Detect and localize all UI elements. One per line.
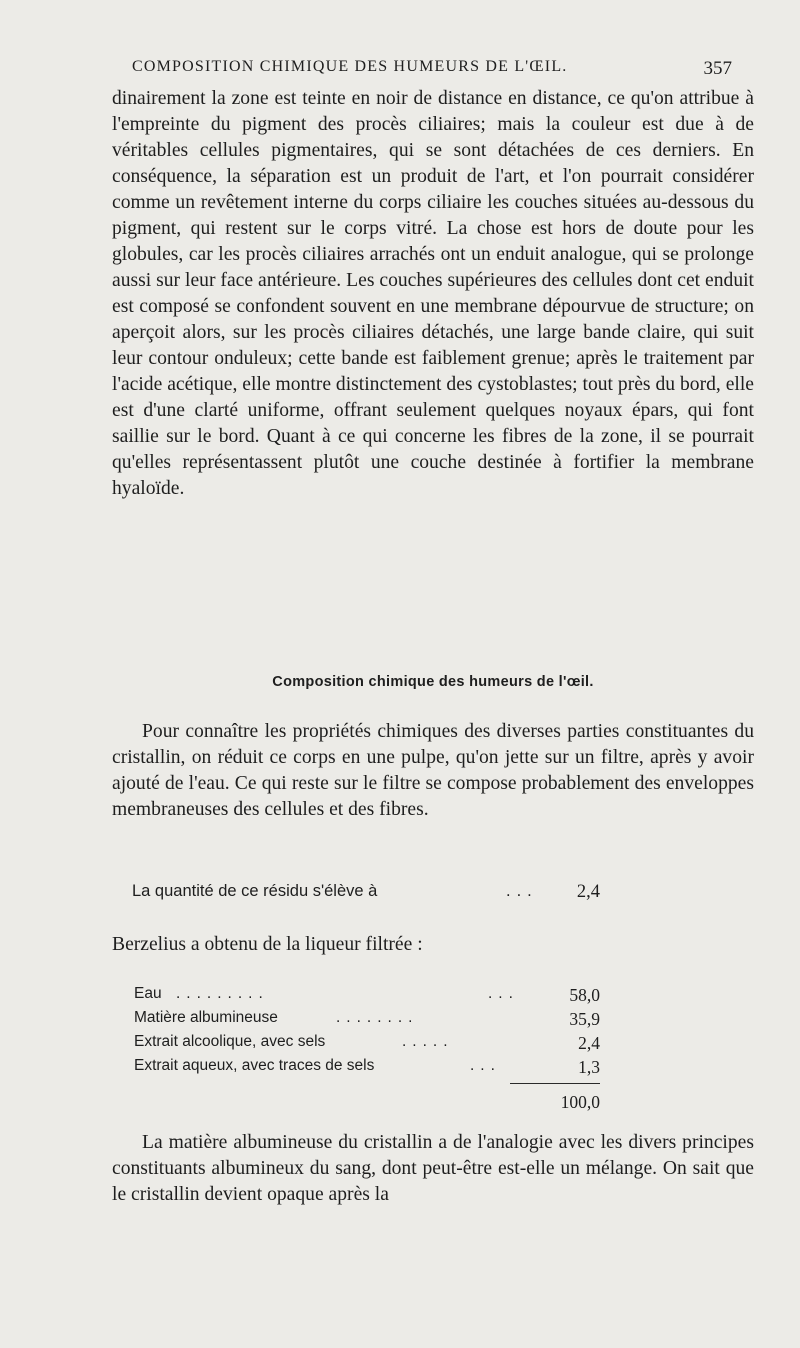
residue-quantity-line: [132, 882, 600, 908]
row-leader-dots: ...: [470, 1057, 501, 1074]
paragraph-albumin: La matière albumineuse du cristallin a de l'analogie avec les divers principes constituants albumineux du sang, dont peut-être est-elle un mélange. On sait que le cristallin devient opaque après la: [112, 1132, 754, 1205]
row-value: 35,9: [569, 1009, 600, 1029]
residue-label: La quantité de ce résidu s'élève à: [132, 882, 378, 900]
residue-value: 2,4: [576, 882, 600, 902]
running-head: COMPOSITION CHIMIQUE DES HUMEURS DE L'ŒIL.: [132, 58, 568, 75]
table-row: [134, 985, 600, 1009]
page-header: [132, 58, 732, 88]
row-label: Extrait aqueux, avec traces de sels: [134, 1057, 375, 1074]
row-label: Eau: [134, 985, 162, 1002]
row-leader-dots: ...: [488, 985, 519, 1002]
row-label: Matière albumineuse: [134, 1009, 278, 1026]
table-total: 100,0: [560, 1092, 600, 1112]
composition-table: [134, 985, 600, 1081]
row-value: 2,4: [578, 1033, 600, 1053]
row-value: 1,3: [578, 1057, 600, 1077]
sum-rule: [510, 1083, 600, 1084]
paragraph-ciliary-zone: dinairement la zone est teinte en noir de distance en distance, ce qu'on attribue à l'empreinte du pigment des procès ciliaires; mais la couleur est due à de véritables cellules pigmentaires, qui se sont détachées de ces derniers. En conséquence, la séparation est un produit de l'art, et l'on pourrait considérer comme un revêtement interne du corps ciliaire les couches situées au-dessous du pigment, qui restent sur le corps vitré. La chose est hors de doute pour les globules, car les procès ciliaires arrachés ont un enduit analogue, qui se prolonge aussi sur leur face antérieure. Les couches supérieures des cellules dont cet enduit est composé se confondent souvent en une membrane dépourvue de structure; on aperçoit alors, sur les procès ciliaires détachés, une large bande claire, qui suit leur contour onduleux; cette bande est faiblement grenue; après le traitement par l'acide acétique, elle montre distinctement des cystoblastes; tout près du bord, elle est d'une clarté uniforme, offrant seulement quelques noyaux épars, qui font saillie sur le bord. Quant à ce qui concerne les fibres de la zone, il se pourrait qu'elles représentassent plutôt une couche destinée à fortifier la membrane hyaloïde.: [112, 88, 754, 499]
row-leader-dots: .....: [402, 1033, 454, 1050]
table-row: [134, 1009, 600, 1033]
residue-leader-dots: ...: [506, 882, 538, 900]
table-row: [134, 1057, 600, 1081]
section-heading: Composition chimique des humeurs de l'œil.: [272, 674, 594, 690]
row-leader-dots: .........: [176, 985, 269, 1002]
page-number: 357: [703, 58, 732, 79]
row-label: Extrait alcoolique, avec sels: [134, 1033, 326, 1050]
row-value: 58,0: [569, 985, 600, 1005]
row-leader-dots: ........: [336, 1009, 419, 1026]
berzelius-intro: Berzelius a obtenu de la liqueur filtrée :: [112, 934, 423, 955]
table-row: [134, 1033, 600, 1057]
paragraph-crystalline-analysis: Pour connaître les propriétés chimiques des diverses parties constituantes du cristallin, on réduit ce corps en une pulpe, qu'on jette sur un filtre, après y avoir ajouté de l'eau. Ce qui reste sur le filtre se compose probablement des enveloppes membraneuses des cellules et des fibres.: [112, 721, 754, 820]
